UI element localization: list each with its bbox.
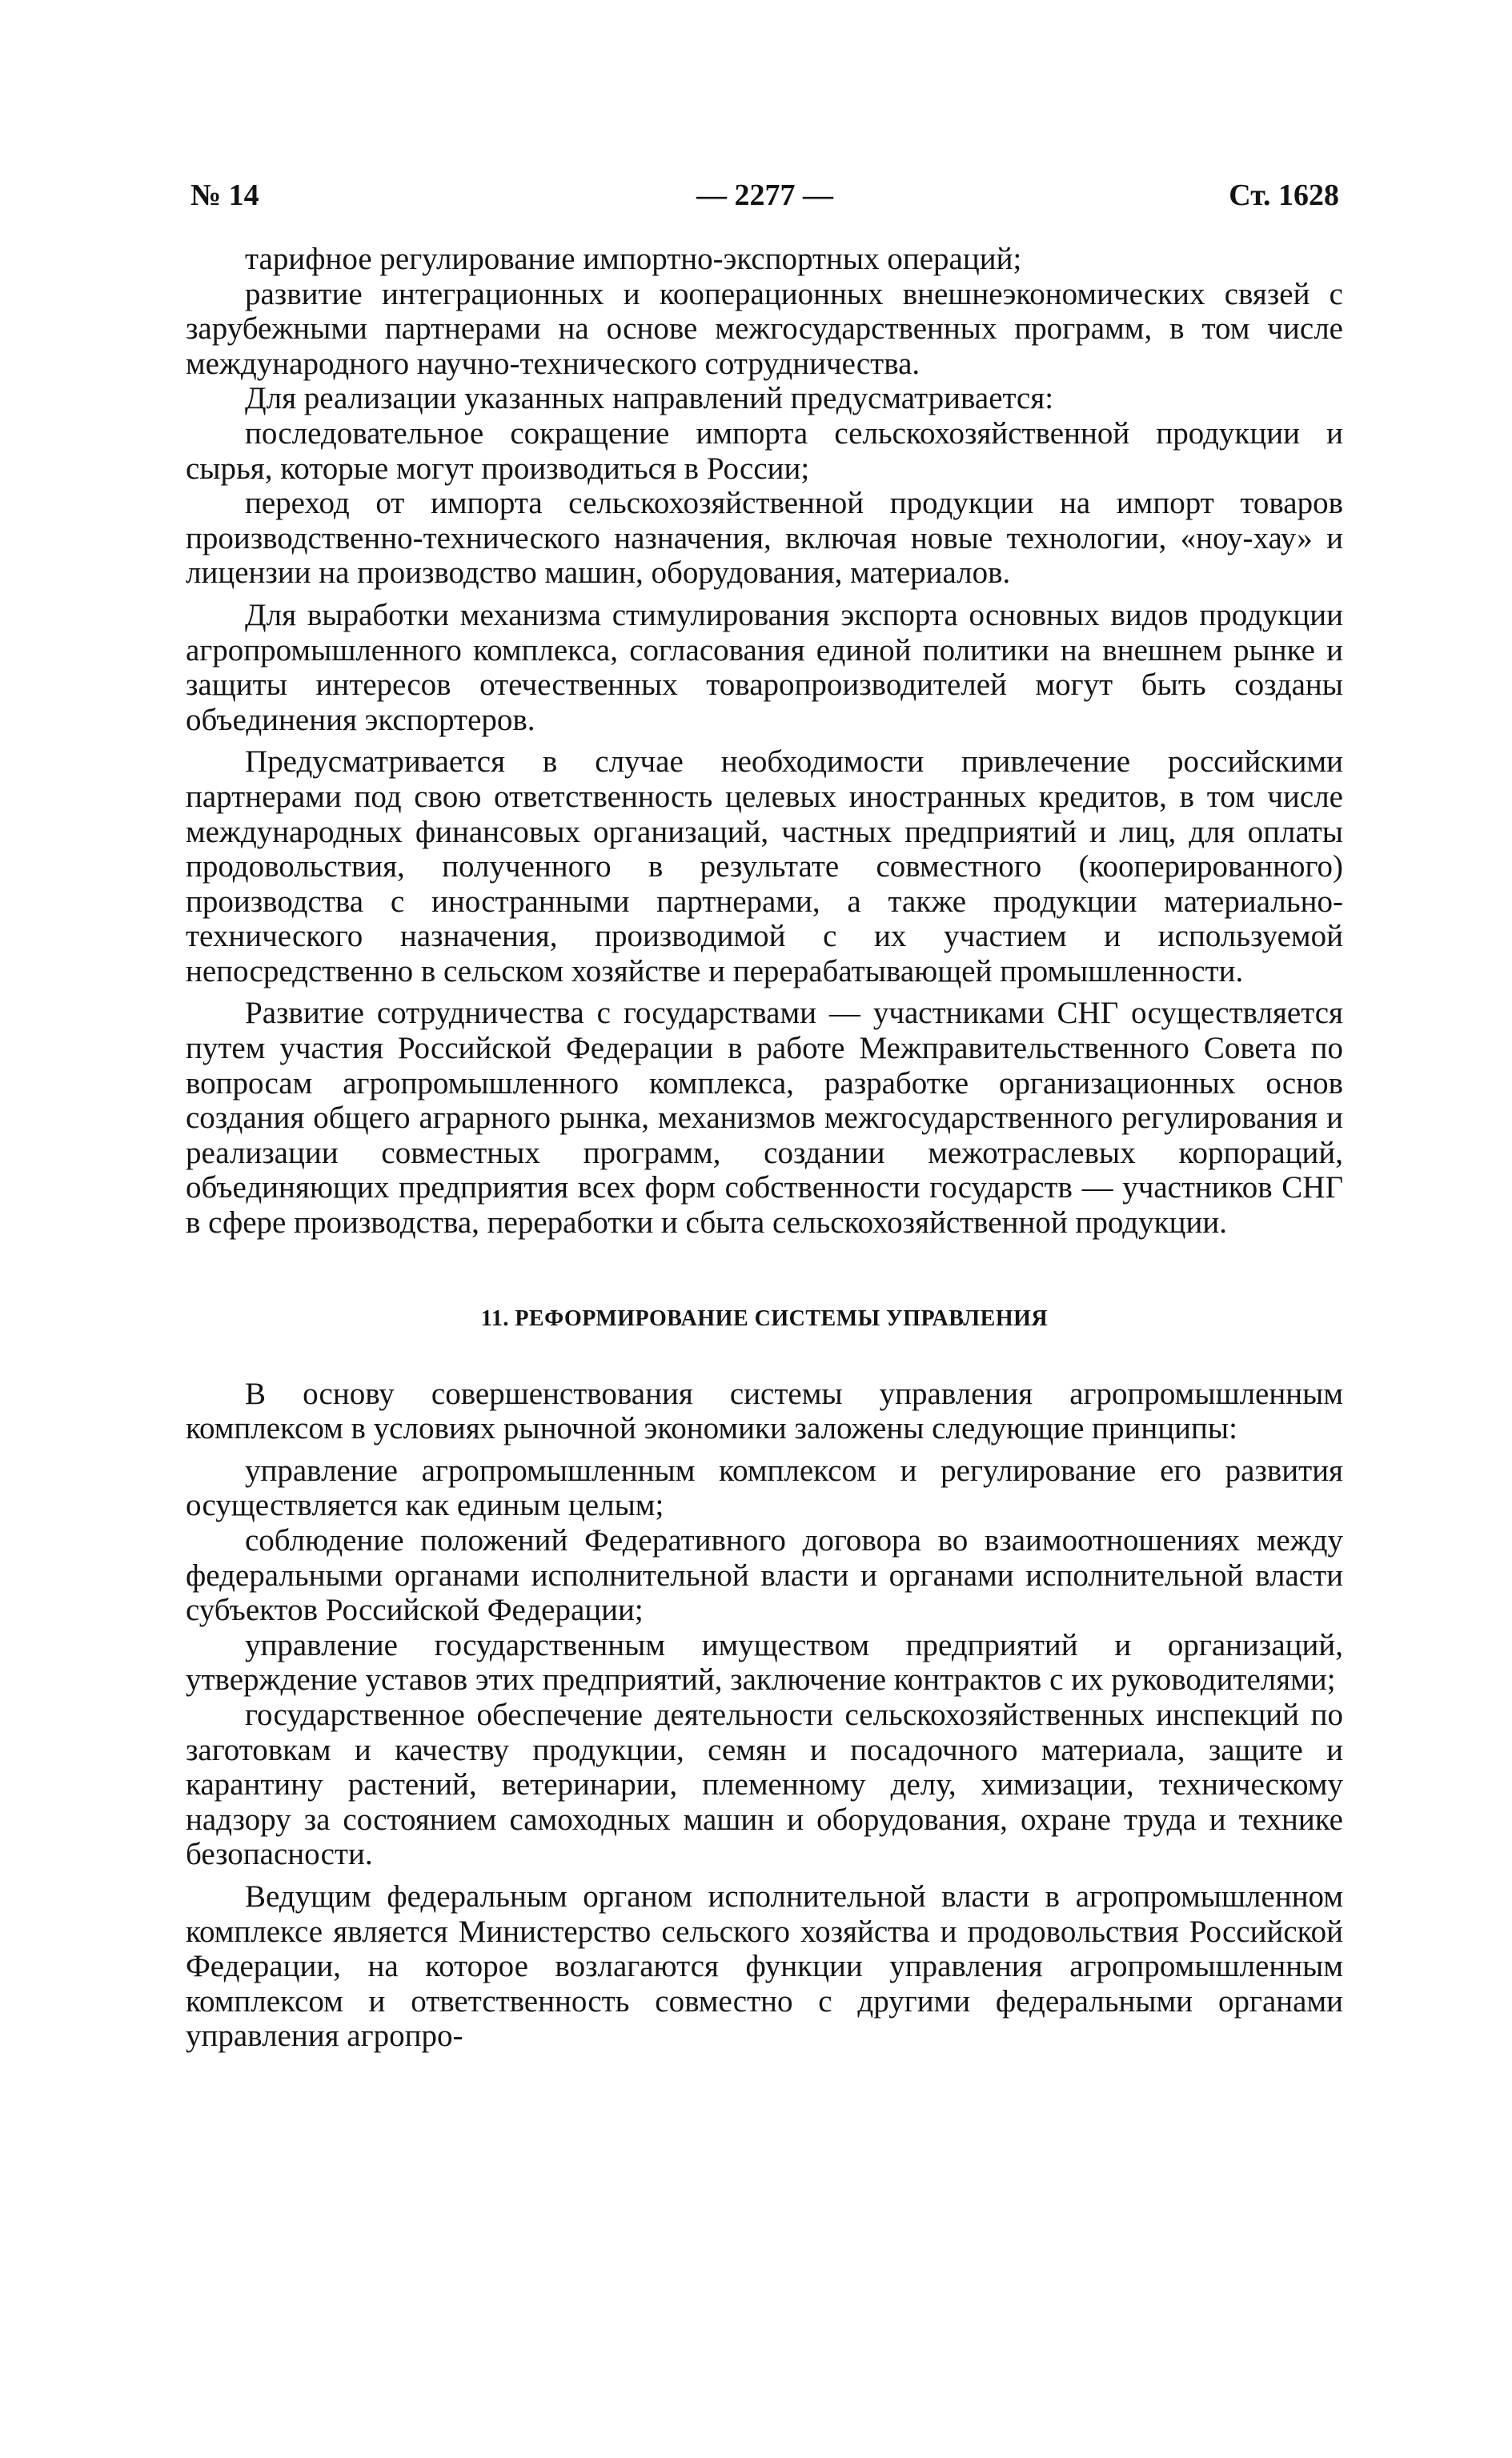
paragraph: Для выработки механизма стимулирования экспорта основных видов продукции агропромышленного комплекса, согласования единой политики на внешнем рынке и защиты интересов отечественных товаропроизводителей могут быть созданы объединения экспортеров. xyxy=(186,597,1343,737)
paragraph: переход от импорта сельскохозяйственной продукции на импорт товаров производственно-технического назначения, включая новые технологии, «ноу-хау» и лицензии на производство машин, оборудования, материалов. xyxy=(186,486,1343,591)
article-number: Ст. 1628 xyxy=(1229,178,1339,212)
body-text xyxy=(186,242,1343,2054)
section-heading: 11. РЕФОРМИРОВАНИЕ СИСТЕМЫ УПРАВЛЕНИЯ xyxy=(480,1305,1049,1331)
paragraph: тарифное регулирование импортно-экспортных операций; xyxy=(245,242,1022,276)
paragraph: В основу совершенствования системы управления агропромышленным комплексом в условиях рыночной экономики заложены следующие принципы: xyxy=(186,1376,1343,1446)
paragraph: Предусматривается в случае необходимости привлечение российскими партнерами под свою ответственность целевых иностранных кредитов, в том числе международных финансовых организаций, частных предприятий и лиц, для оплаты продовольствия, полученного в результате совместного (кооперированного) производства с иностранными партнерами, а также продукции материально-технического назначения, производимой с их участием и используемой непосредственно в сельском хозяйстве и перерабатывающей промышленности. xyxy=(186,744,1343,988)
paragraph: Развитие сотрудничества с государствами — участниками СНГ осуществляется путем участия Российской Федерации в работе Межправительственного Совета по вопросам агропромышленного комплекса, разработке организационных основ создания общего аграрного рынка, механизмов межгосударственного регулирования и реализации совместных программ, создании межотраслевых корпораций, объединяющих предприятия всех форм собственности государств — участников СНГ в сфере производства, переработки и сбыта сельскохозяйственной продукции. xyxy=(186,996,1343,1241)
paragraph: соблюдение положений Федеративного договора во взаимоотношениях между федеральными органами исполнительной власти и органами исполнительной власти субъектов Российской Федерации; xyxy=(186,1523,1343,1628)
paragraph: управление государственным имуществом предприятий и организаций, утверждение уставов этих предприятий, заключение контрактов с их руководителями; xyxy=(186,1627,1343,1698)
paragraph: государственное обеспечение деятельности сельскохозяйственных инспекций по заготовкам и качеству продукции, семян и посадочного материала, защите и карантину растений, ветеринарии, племенному делу, химизации, техническому надзору за состоянием самоходных машин и оборудования, охране труда и технике безопасности. xyxy=(186,1697,1343,1872)
page-header xyxy=(191,178,1339,226)
paragraph: управление агропромышленным комплексом и регулирование его развития осуществляется как единым целым; xyxy=(186,1453,1343,1523)
paragraph: Ведущим федеральным органом исполнительной власти в агропромышленном комплексе является Министерство сельского хозяйства и продовольствия Российской Федерации, на которое возлагаются функции управления агропромышленным комплексом и ответственность совместно с другими федеральными органами управления агропро- xyxy=(186,1879,1343,2054)
paragraph: последовательное сокращение импорта сельскохозяйственной продукции и сырья, которые могут производиться в России; xyxy=(186,415,1343,486)
issue-number: № 14 xyxy=(191,178,259,212)
paragraph: развитие интеграционных и кооперационных внешнеэкономических связей с зарубежными партнерами на основе межгосударственных программ, в том числе международного научно-технического сотрудничества. xyxy=(186,276,1343,381)
page-number: — 2277 — xyxy=(696,178,833,212)
paragraph: Для реализации указанных направлений предусматривается: xyxy=(245,381,1054,416)
